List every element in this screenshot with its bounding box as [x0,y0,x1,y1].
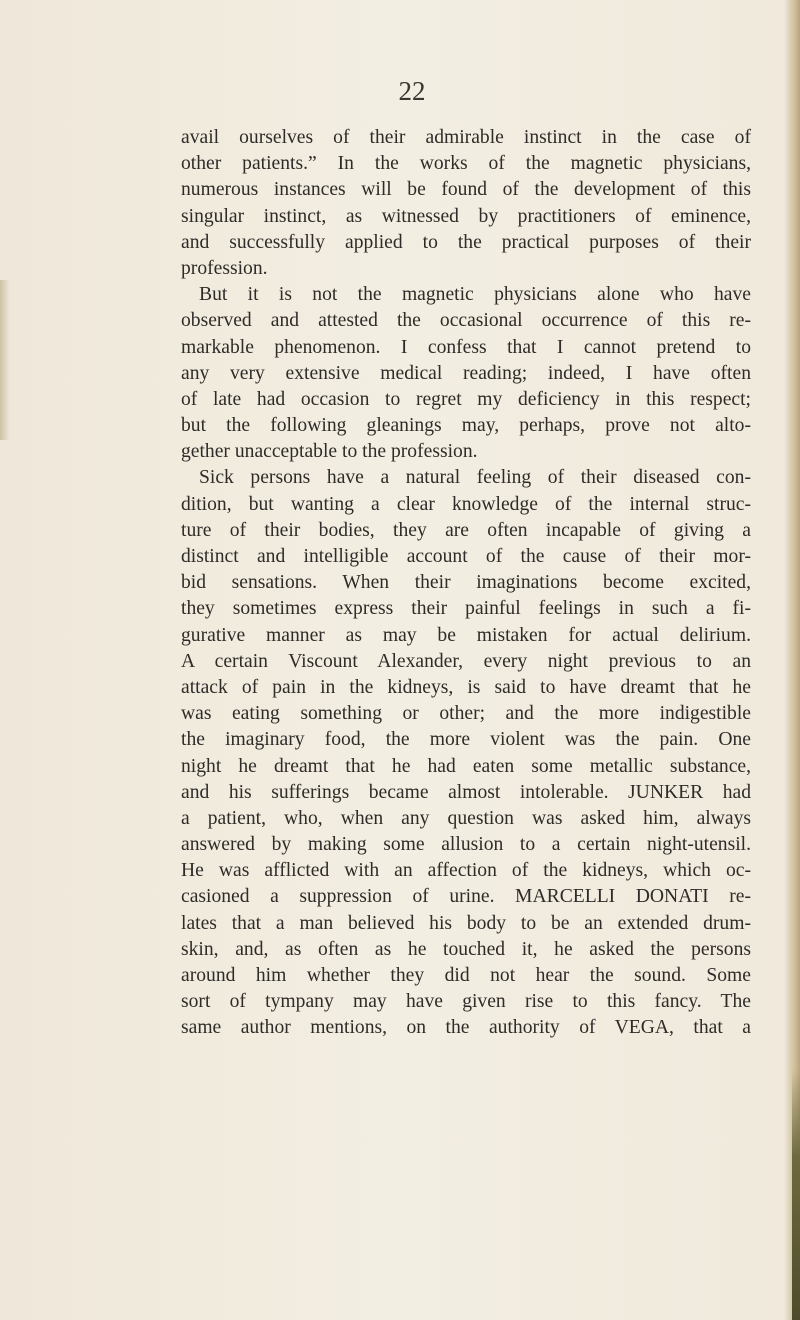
text-line: distinct and intelligible account of the cause of their mor- [181,546,751,567]
page-number: 22 [398,76,426,106]
text-line: other patients.” In the works of the magnetic physicians, [181,153,751,175]
text-line: around him whether they did not hear the sound. Some [181,965,751,986]
text-line: bid sensations. When their imaginations become excited, [181,572,751,594]
text-line: same author mentions, on the authority of VEGA, that a [181,1017,751,1039]
text-line: sort of tympany may have given rise to this fancy. The [181,991,751,1013]
page-gutter-shadow [0,280,10,440]
text-line: dition, but wanting a clear knowledge of the internal struc- [181,493,751,515]
text-line: attack of pain in the kidneys, is said to have dreamt that he [181,676,751,698]
text-line: and successfully applied to the practical purposes of their [181,231,751,253]
text-line: any very extensive medical reading; indeed, I have often [181,362,751,384]
text-line: night he dreamt that he had eaten some metallic substance, [181,755,751,777]
text-line: skin, and, as often as he touched it, he asked the persons [181,938,751,960]
text-line: casioned a suppression of urine. MARCELLI DONATI re- [181,886,751,908]
text-line: But it is not the magnetic physicians alone who have [199,284,751,306]
text-line: Sick persons have a natural feeling of their diseased con- [199,467,751,489]
text-line: He was afflicted with an affection of the kidneys, which oc- [181,860,751,882]
text-line: they sometimes express their painful feelings in such a fi- [181,598,751,620]
text-line: answered by making some allusion to a certain night-utensil. [181,834,751,856]
text-line: observed and attested the occasional occurrence of this re- [181,310,751,332]
page-edge-stain [792,1070,800,1320]
text-line: and his sufferings became almost intolerable. JUNKER had [181,781,751,803]
text-line: lates that a man believed his body to be an extended drum- [181,912,751,934]
text-line: a patient, who, when any question was asked him, always [181,807,751,829]
text-line: avail ourselves of their admirable instinct in the case of [181,127,751,148]
text-line: gurative manner as may be mistaken for actual delirium. [181,624,751,646]
text-line: profession. [181,257,268,279]
text-line: of late had occasion to regret my deficiency in this respect; [181,388,751,410]
text-line: gether unacceptable to the profession. [181,441,478,463]
text-line: ture of their bodies, they are often incapable of giving a [181,519,751,541]
text-line: was eating something or other; and the more indigestible [181,703,751,725]
body-text [181,125,751,1042]
text-line: singular instinct, as witnessed by practitioners of eminence, [181,205,751,227]
text-line: numerous instances will be found of the development of this [181,179,751,201]
text-line: A certain Viscount Alexander, every night previous to an [181,650,751,672]
text-line: the imaginary food, the more violent was the pain. One [181,729,751,751]
text-line: markable phenomenon. I confess that I cannot pretend to [181,336,751,358]
text-line: but the following gleanings may, perhaps, prove not alto- [181,415,751,437]
